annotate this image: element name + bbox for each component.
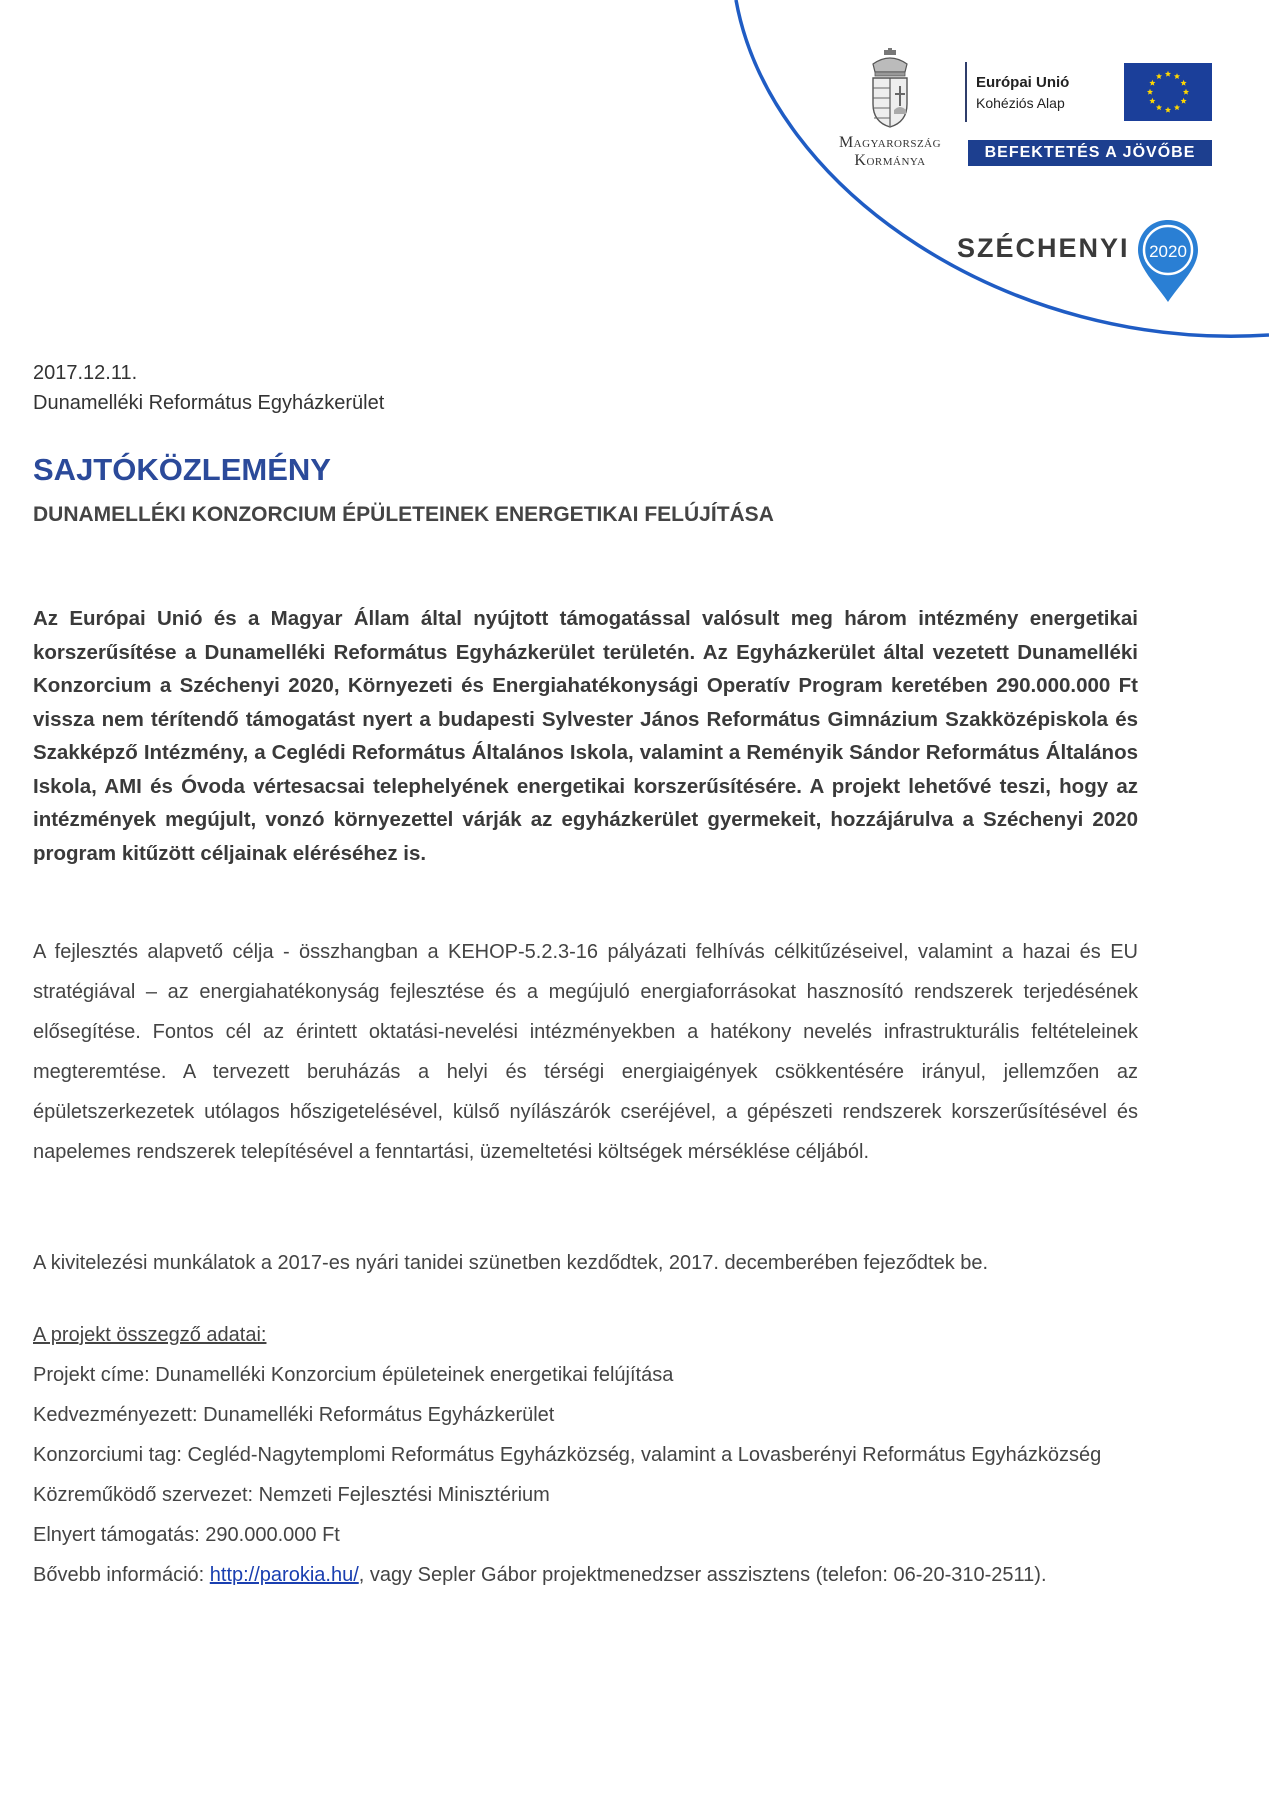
eu-title: Európai Unió [976,74,1070,91]
program-name: SZÉCHENYI [957,233,1130,263]
summary-heading: A projekt összegző adatai: [33,1324,267,1346]
timeline-paragraph: A kivitelezési munkálatok a 2017-es nyári tanidei szünetben kezdődtek, 2017. decemberében fejeződtek be. [33,1252,989,1274]
page-title: SAJTÓKÖZLEMÉNY [33,452,331,487]
summary-info-suffix: , vagy Sepler Gábor projektmenedzser asszisztens (telefon: 06-20-310-2511). [358,1564,1047,1586]
eu-flag-icon [1124,63,1212,121]
hungarian-coat-of-arms-icon [865,48,915,128]
summary-project-title: Projekt címe: Dunamelléki Konzorcium épületeinek energetikai felújítása [33,1364,674,1386]
page-subtitle: DUNAMELLÉKI KONZORCIUM ÉPÜLETEINEK ENERGETIKAI FELÚJÍTÁSA [33,503,774,526]
program-year: 2020 [1149,242,1187,261]
summary-info-prefix: Bővebb információ: [33,1564,210,1586]
eu-subtitle: Kohéziós Alap [976,95,1065,111]
body-paragraph: A fejlesztés alapvető célja - összhangban a KEHOP-5.2.3-16 pályázati felhívás célkitűzéseivel, valamint a hazai és EU stratégiával – az energiahatékonyság fejlesztése és a megújuló energiaforrásokat hasznosító rendszerek terjedésének elősegítése. Fontos cél az érintett oktatási-nevelési intézményekben a hatékony nevelés infrastrukturális feltételeinek megteremtése. A tervezett beruházás a helyi és térségi energiaigények csökkentésére irányul, jellemzően az épületszerkezetek utólagos hőszigetelésével, külső nyílászárók cseréjével, a gépészeti rendszerek korszerűsítésével és napelemes rendszerek telepítésével a fenntartási, üzemeltetési költségek mérséklése céljából. [33,941,1138,1163]
summary-beneficiary: Kedvezményezett: Dunamelléki Református Egyházkerület [33,1404,555,1426]
decorative-arc [0,0,1269,350]
eu-divider [965,62,967,122]
document-organization: Dunamelléki Református Egyházkerület [33,392,385,414]
government-name-line1: Magyarország [838,134,942,151]
lead-paragraph: Az Európai Unió és a Magyar Állam által nyújtott támogatással valósult meg három intézmény energetikai korszerűsítése a Dunamelléki Református Egyházkerület területén. Az Egyházkerület által vezetett Dunamelléki Konzorcium a Széchenyi 2020, Környezeti és Energiahatékonysági Operatív Program keretében 290.000.000 Ft vissza nem térítendő támogatást nyert a budapesti Sylvester János Református Gimnázium Szakközépiskola és Szakképző Intézmény, a Ceglédi Református Általános Iskola, valamint a Reményik Sándor Református Általános Iskola, AMI és Óvoda vértesacsai telephelyének energetikai korszerűsítésére. A projekt lehetővé teszi, hogy az intézmények megújult, vonzó környezettel várják az egyházkerület gyermekeit, hozzájárulva a Széchenyi 2020 program kitűzött céljainak eléréséhez is. [33,607,1138,865]
summary-intermediary: Közreműködő szervezet: Nemzeti Fejlesztési Minisztérium [33,1484,550,1506]
location-pin-icon [1136,218,1200,304]
summary-info [33,1555,1138,1595]
government-name [820,134,960,170]
invest-banner: BEFEKTETÉS A JÖVŐBE [968,140,1212,166]
document-date: 2017.12.11. [33,362,138,384]
info-link[interactable]: http://parokia.hu/ [209,1564,359,1586]
government-name-line2: Kormánya [854,152,926,169]
project-summary [33,1315,1138,1595]
document-meta [33,358,384,418]
summary-consortium-member: Konzorciumi tag: Cegléd-Nagytemplomi Református Egyházközség, valamint a Lovasberényi Református Egyházközség [33,1444,1102,1466]
summary-grant: Elnyert támogatás: 290.000.000 Ft [33,1524,340,1546]
